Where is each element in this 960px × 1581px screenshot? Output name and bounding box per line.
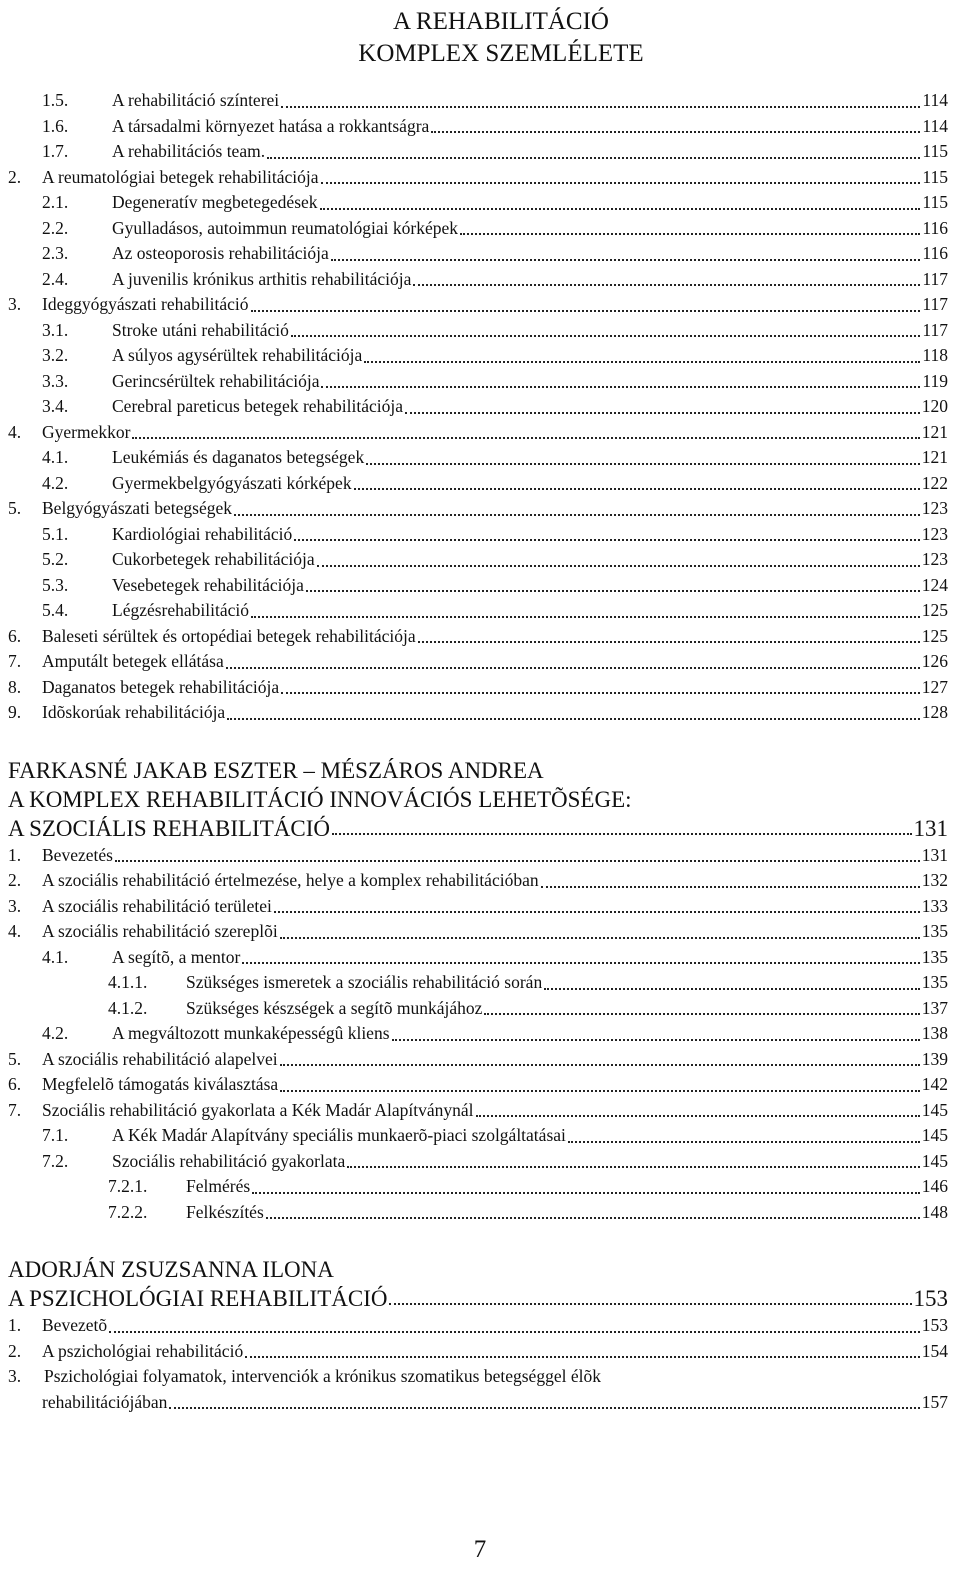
- toc-entry-title: Pszichológiai folyamatok, intervenciók a krónikus szomatikus betegséggel élõk: [44, 1366, 601, 1386]
- toc-entry: [0, 267, 960, 293]
- toc-entry-number: 7.2.2.: [108, 1201, 148, 1222]
- toc-entry-page: 146: [921, 1176, 948, 1196]
- toc-entry-title: A segítõ, a mentor: [112, 946, 241, 967]
- toc-entry-number: 2.1.: [42, 192, 69, 212]
- toc-entry-title: Stroke utáni rehabilitáció: [112, 319, 289, 340]
- toc-entry-title: Amputált betegek ellátása: [42, 651, 224, 671]
- toc-entry-number: 2.: [8, 166, 22, 187]
- toc-entry-page: 145: [921, 1125, 948, 1145]
- toc-entry: [0, 522, 960, 548]
- section-title-text: A PSZICHOLÓGIAI REHABILITÁCIÓ: [8, 1286, 388, 1311]
- dot-leader: [251, 615, 920, 618]
- toc-entry-title: A juvenilis krónikus arthitis rehabilitációja: [112, 268, 412, 289]
- toc-entry-page: 131: [921, 844, 948, 865]
- dot-leader: [389, 1302, 911, 1305]
- toc-entry-page: 145: [921, 1150, 948, 1171]
- toc-entry-title: Kardiológiai rehabilitáció: [112, 523, 293, 544]
- toc-entry-title: Idõskorúak rehabilitációja: [42, 702, 226, 722]
- toc-entry-number: 7.: [8, 1099, 22, 1120]
- toc-entry-title: Felkészítés: [186, 1201, 264, 1222]
- toc-entry-number: 4.1.: [42, 946, 69, 967]
- toc-entry-page: 135: [921, 921, 948, 941]
- toc-entry-title: Gerincsérültek rehabilitációja: [112, 370, 320, 391]
- section-title: [0, 814, 960, 843]
- toc-entry: [0, 420, 960, 446]
- toc-entry-page: 126: [921, 651, 948, 671]
- toc-entry-number: 3.4.: [42, 396, 69, 416]
- toc-entry-page: 154: [921, 1340, 948, 1361]
- toc-entry-number: 1.7.: [42, 141, 69, 161]
- toc-entry-page: 128: [921, 702, 948, 722]
- toc-entry: [0, 547, 960, 573]
- toc-entry-page: 115: [922, 141, 948, 161]
- toc-entry-number: 1.: [8, 1315, 22, 1335]
- toc-entry: [0, 139, 960, 165]
- toc-entry: [0, 1021, 960, 1047]
- toc-entry-title: A megváltozott munkaképességû kliens: [112, 1023, 390, 1043]
- dot-leader: [251, 309, 921, 312]
- toc-entry: [0, 1200, 960, 1226]
- toc-entry: [0, 894, 960, 920]
- dot-leader: [274, 910, 920, 913]
- toc-entry: [0, 970, 960, 996]
- toc-entry-title: Szociális rehabilitáció gyakorlata: [112, 1150, 346, 1171]
- toc-entry-page: 121: [921, 447, 948, 467]
- toc-entry-page: 153: [921, 1315, 948, 1335]
- toc-entry-number: 5.: [8, 498, 22, 518]
- toc-entry: [0, 292, 960, 318]
- toc-entry-page: 116: [922, 243, 948, 263]
- toc-entry-page: 117: [922, 294, 948, 314]
- dot-leader: [476, 1114, 920, 1117]
- toc-entry-number: 7.2.1.: [108, 1176, 148, 1196]
- toc-entry-continuation: [0, 1390, 960, 1416]
- toc-entry-number: 3.3.: [42, 370, 69, 391]
- toc-entry-number: 7.: [8, 651, 22, 671]
- toc-entry-number: 4.2.: [42, 472, 69, 493]
- toc-entry-number: 4.1.: [42, 447, 69, 467]
- dot-leader: [354, 487, 920, 490]
- dot-leader: [245, 1355, 920, 1358]
- toc-entry-title: Cerebral pareticus betegek rehabilitációja: [112, 396, 404, 416]
- toc-entry-number: 6.: [8, 1074, 22, 1094]
- toc-entry: [0, 369, 960, 395]
- section-title-line: A KOMPLEX REHABILITÁCIÓ INNOVÁCIÓS LEHETÕSÉGE:: [8, 786, 632, 812]
- toc-entry: [0, 343, 960, 369]
- dot-leader: [484, 1012, 919, 1015]
- toc-entry-title: Megfelelõ támogatás kiválasztása: [42, 1074, 279, 1094]
- section-spacer: [0, 726, 960, 756]
- toc-entry-title: Szükséges ismeretek a szociális rehabilitáció során: [186, 972, 543, 992]
- toc-entry: [0, 700, 960, 726]
- toc-entry-page: 137: [921, 997, 948, 1018]
- toc-entry-page: 117: [922, 319, 948, 340]
- toc-entry-page: 142: [921, 1074, 948, 1094]
- toc-entry-number: 5.3.: [42, 574, 69, 595]
- toc-entry: [0, 471, 960, 497]
- toc-entry-page: 115: [922, 166, 948, 187]
- dot-leader: [234, 513, 920, 516]
- toc-entry-page: 121: [921, 421, 948, 442]
- toc-entry: [0, 624, 960, 650]
- dot-leader: [115, 859, 920, 862]
- toc-entry-page: 119: [922, 370, 948, 391]
- toc-entry-number: 8.: [8, 676, 22, 697]
- toc-entry-number: 7.1.: [42, 1125, 69, 1145]
- dot-leader: [280, 936, 920, 939]
- toc-entry-number: 1.: [8, 844, 22, 865]
- toc-entry-number: 2.3.: [42, 243, 69, 263]
- toc-entry: [0, 1098, 960, 1124]
- dot-leader: [267, 156, 920, 159]
- toc-entry-number: 2.2.: [42, 217, 69, 238]
- dot-leader: [169, 1406, 919, 1409]
- dot-leader: [109, 1330, 920, 1333]
- toc-entry-page: 116: [922, 217, 948, 238]
- toc-entry-title: Bevezetés: [42, 844, 113, 865]
- toc-entry: [0, 868, 960, 894]
- toc-entry: [0, 675, 960, 701]
- toc-entry-title: Leukémiás és daganatos betegségek: [112, 447, 365, 467]
- dot-leader: [252, 1191, 920, 1194]
- toc-entry-page: 135: [921, 972, 948, 992]
- toc-entry: [0, 190, 960, 216]
- dot-leader: [392, 1038, 920, 1041]
- dot-leader: [266, 1216, 920, 1219]
- toc-entry-number: 5.4.: [42, 600, 69, 620]
- toc-entry: [0, 573, 960, 599]
- toc-entry-title: A rehabilitáció színterei: [112, 90, 280, 110]
- toc-entry-page: 115: [922, 192, 948, 212]
- toc-entry-number: 4.1.2.: [108, 997, 148, 1018]
- dot-leader: [364, 360, 920, 363]
- toc-entry-page: 123: [921, 498, 948, 518]
- toc-entry-title: Baleseti sérültek és ortopédiai betegek rehabilitációja: [42, 625, 416, 646]
- toc-entry-number: 3.: [8, 895, 22, 916]
- toc-entry-title: Degeneratív megbetegedések: [112, 192, 318, 212]
- section-authors: FARKASNÉ JAKAB ESZTER – MÉSZÁROS ANDREA: [8, 757, 544, 783]
- toc-entry-number: 7.2.: [42, 1150, 69, 1171]
- dot-leader: [347, 1165, 920, 1168]
- section-title-page: 153: [913, 1286, 948, 1311]
- dot-leader: [281, 691, 920, 694]
- toc-entry: [0, 649, 960, 675]
- dot-leader: [132, 436, 919, 439]
- toc-entry: [0, 996, 960, 1022]
- toc-entry-number: 6.: [8, 625, 22, 646]
- toc-entry-number: 3.1.: [42, 319, 69, 340]
- toc-entry: [0, 1364, 960, 1390]
- toc-entry-title: Vesebetegek rehabilitációja: [112, 574, 304, 595]
- dot-leader: [306, 589, 920, 592]
- toc-entry-number: 4.: [8, 921, 22, 941]
- dot-leader: [320, 207, 921, 210]
- toc-entry-title: A társadalmi környezet hatása a rokkantságra: [112, 115, 430, 136]
- toc-entry-page: 139: [921, 1048, 948, 1069]
- toc-entry: [0, 1047, 960, 1073]
- toc-entry-number: 4.2.: [42, 1023, 69, 1043]
- toc-entry-number: 2.: [8, 1340, 22, 1361]
- toc-entry-number: 3.: [8, 294, 22, 314]
- toc-entry-number: 1.5.: [42, 90, 69, 110]
- toc-entry-page: 133: [921, 895, 948, 916]
- toc-entry-title: Daganatos betegek rehabilitációja: [42, 676, 280, 697]
- dot-leader: [366, 462, 920, 465]
- toc-entry: [0, 1123, 960, 1149]
- dot-leader: [568, 1140, 920, 1143]
- toc-entry-page: 124: [921, 574, 948, 595]
- toc-entry-title: Gyermekkor: [42, 421, 131, 442]
- toc-entry-number: 1.6.: [42, 115, 69, 136]
- toc-entry-title: rehabilitációjában: [42, 1391, 168, 1412]
- toc-entry: [0, 241, 960, 267]
- toc-entry: [0, 919, 960, 945]
- toc-entry-number: 4.1.1.: [108, 972, 148, 992]
- toc-entry: [0, 1174, 960, 1200]
- toc-entry: [0, 445, 960, 471]
- dot-leader: [226, 666, 920, 669]
- toc-entry-title: A szociális rehabilitáció területei: [42, 895, 272, 916]
- toc-entry-page: 148: [921, 1201, 948, 1222]
- section-title-page: 131: [913, 815, 948, 841]
- toc-entry-page: 157: [921, 1391, 948, 1412]
- toc-entry: [0, 843, 960, 869]
- toc-entry-title: A szociális rehabilitáció értelmezése, helye a komplex rehabilitációban: [42, 870, 539, 890]
- dot-leader: [280, 1089, 920, 1092]
- dot-leader: [418, 640, 920, 643]
- toc-entry-number: 5.2.: [42, 549, 69, 569]
- dot-leader: [280, 1063, 920, 1066]
- section-title-text: A SZOCIÁLIS REHABILITÁCIÓ: [8, 815, 330, 841]
- dot-leader: [460, 232, 920, 235]
- toc-entry-page: 122: [921, 472, 948, 493]
- running-header: [0, 6, 960, 70]
- toc-entry: [0, 394, 960, 420]
- dot-leader: [431, 130, 920, 133]
- toc-entry-number: 2.4.: [42, 268, 69, 289]
- toc-entry-title: Ideggyógyászati rehabilitáció: [42, 294, 249, 314]
- section-spacer: [0, 1225, 960, 1255]
- table-of-contents: [0, 88, 960, 1415]
- dot-leader: [413, 283, 920, 286]
- dot-leader: [294, 538, 919, 541]
- toc-entry: [0, 598, 960, 624]
- toc-entry-page: 118: [922, 345, 948, 365]
- toc-entry-title: Gyulladásos, autoimmun reumatológiai kórképek: [112, 217, 459, 238]
- toc-entry-page: 125: [921, 625, 948, 646]
- toc-entry-title: Légzésrehabilitáció: [112, 600, 250, 620]
- dot-leader: [227, 717, 920, 720]
- toc-entry-page: 120: [921, 396, 948, 416]
- toc-entry-page: 125: [921, 600, 948, 620]
- toc-entry: [0, 114, 960, 140]
- dot-leader: [321, 181, 921, 184]
- toc-entry: [0, 88, 960, 114]
- toc-entry-number: 3.: [8, 1366, 22, 1386]
- section-title: [0, 1284, 960, 1313]
- toc-entry-page: 127: [921, 676, 948, 697]
- toc-entry-title: Bevezetõ: [42, 1315, 108, 1335]
- toc-entry-title: A reumatológiai betegek rehabilitációja: [42, 166, 319, 187]
- toc-entry-title: Az osteoporosis rehabilitációja: [112, 243, 329, 263]
- toc-entry-title: Felmérés: [186, 1176, 251, 1196]
- toc-entry: [0, 1313, 960, 1339]
- dot-leader: [544, 987, 920, 990]
- dot-leader: [541, 885, 920, 888]
- toc-entry-page: 132: [921, 870, 948, 890]
- toc-entry-title: A szociális rehabilitáció szereplõi: [42, 921, 278, 941]
- toc-entry-page: 138: [921, 1023, 948, 1043]
- toc-entry-title: A szociális rehabilitáció alapelvei: [42, 1048, 278, 1069]
- toc-entry-number: 4.: [8, 421, 22, 442]
- toc-entry-page: 117: [922, 268, 948, 289]
- page-number: 7: [473, 1536, 487, 1563]
- toc-entry-title: Szükséges készségek a segítõ munkájához: [186, 997, 483, 1018]
- toc-entry-title: A rehabilitációs team.: [112, 141, 266, 161]
- toc-entry: [0, 496, 960, 522]
- toc-entry-number: 2.: [8, 870, 22, 890]
- toc-entry: [0, 318, 960, 344]
- toc-entry-page: 114: [922, 90, 948, 110]
- toc-entry: [0, 1072, 960, 1098]
- toc-entry: [0, 216, 960, 242]
- dot-leader: [281, 105, 920, 108]
- toc-entry-page: 135: [921, 946, 948, 967]
- toc-entry: [0, 1149, 960, 1175]
- toc-entry-number: 5.1.: [42, 523, 69, 544]
- toc-entry: [0, 945, 960, 971]
- toc-entry-number: 9.: [8, 702, 22, 722]
- toc-entry-title: Belgyógyászati betegségek: [42, 498, 233, 518]
- dot-leader: [321, 385, 920, 388]
- header-line-1: A REHABILITÁCIÓ: [393, 8, 609, 35]
- dot-leader: [331, 258, 921, 261]
- toc-entry-title: Cukorbetegek rehabilitációja: [112, 549, 315, 569]
- toc-entry-title: Gyermekbelgyógyászati kórképek: [112, 472, 352, 493]
- section-authors: ADORJÁN ZSUZSANNA ILONA: [8, 1257, 334, 1282]
- toc-entry-number: 5.: [8, 1048, 22, 1069]
- toc-entry-page: 123: [921, 549, 948, 569]
- toc-entry-page: 114: [922, 115, 948, 136]
- dot-leader: [291, 334, 921, 337]
- toc-entry-title: A Kék Madár Alapítvány speciális munkaerõ-piaci szolgáltatásai: [112, 1125, 566, 1145]
- toc-entry-page: 123: [921, 523, 948, 544]
- toc-entry-title: A súlyos agysérültek rehabilitációja: [112, 345, 363, 365]
- toc-entry: [0, 165, 960, 191]
- toc-entry: [0, 1339, 960, 1365]
- toc-entry-number: 3.2.: [42, 345, 69, 365]
- toc-entry-title: A pszichológiai rehabilitáció: [42, 1340, 244, 1361]
- dot-leader: [332, 832, 912, 835]
- toc-entry-title: Szociális rehabilitáció gyakorlata a Kék Madár Alapítványnál: [42, 1099, 474, 1120]
- header-line-2: KOMPLEX SZEMLÉLETE: [358, 40, 644, 67]
- dot-leader: [242, 961, 919, 964]
- dot-leader: [317, 564, 920, 567]
- dot-leader: [405, 411, 920, 414]
- toc-entry-page: 145: [921, 1099, 948, 1120]
